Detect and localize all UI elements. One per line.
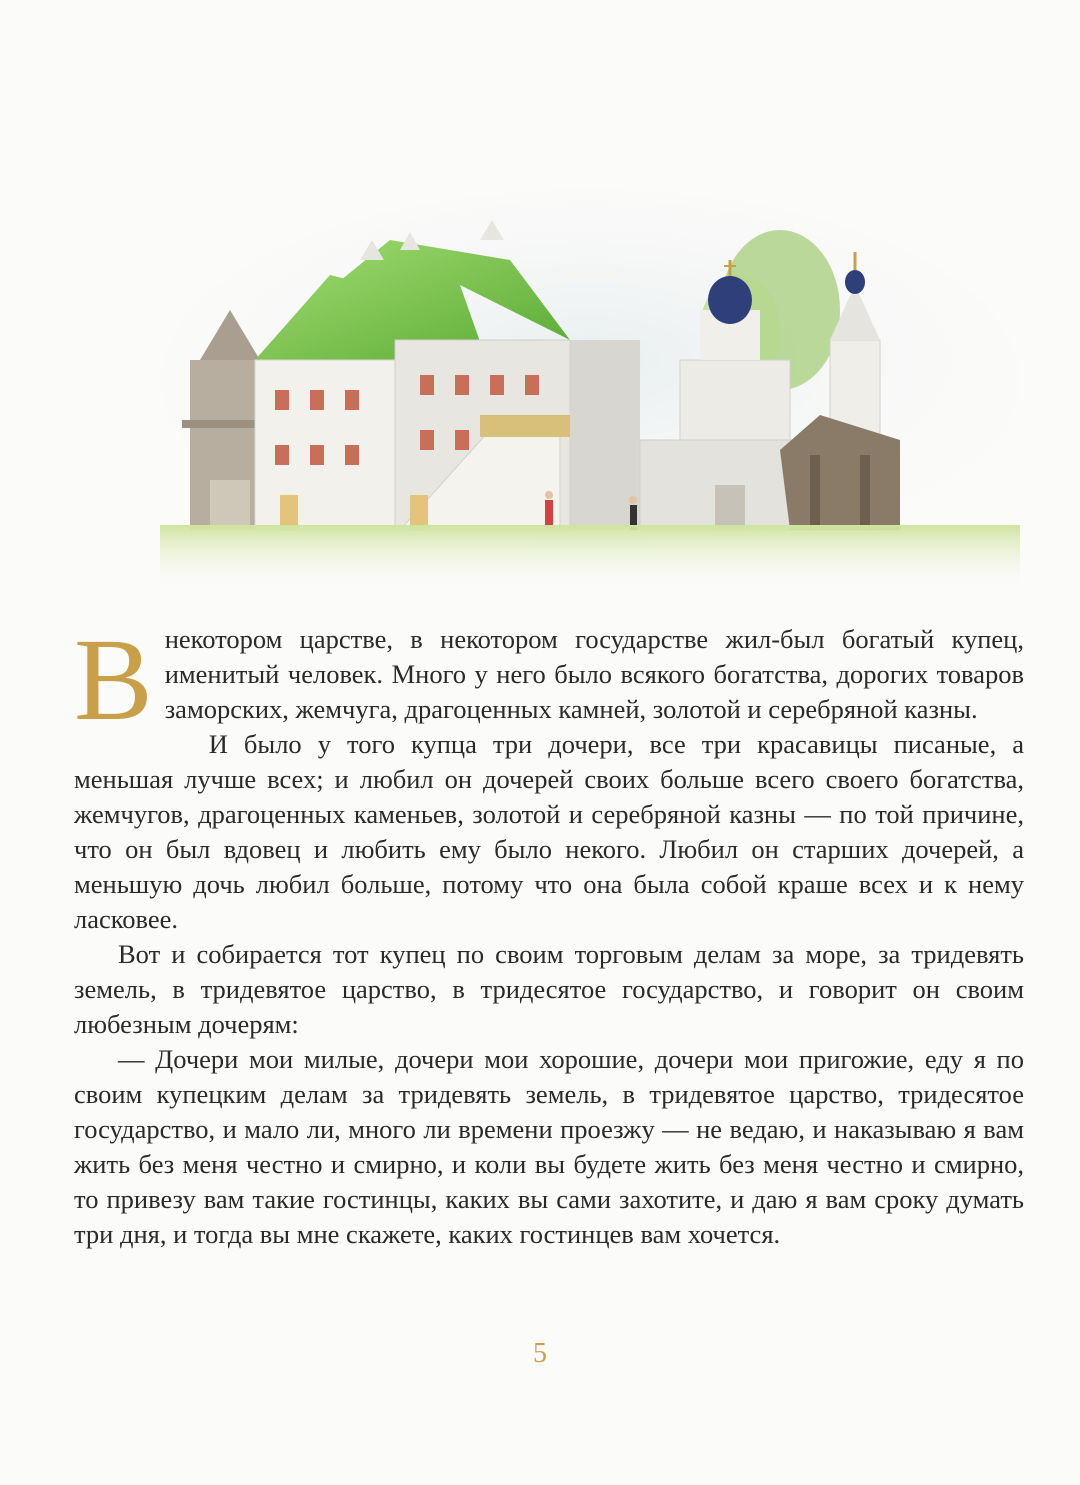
paragraph-4: — Дочери мои милые, дочери мои хорошие, дочери мои пригожие, еду я по своим купецким делам за тридевять земель, в тридевятое царство, тридесятое государство, и мало ли, много ли времени проезжу — не ведаю, и наказываю я вам жить без меня честно и смирно, и коли вы будете жить без меня честно и смирно, то привезу вам такие гостинцы, каких вы сами захотите, и даю я вам сроку думать три дня, и тогда вы мне скажете, каких гостинцев вам хочется. xyxy=(74,1044,1024,1249)
paragraph-1-text: некотором царстве, в некотором государстве жил-был богатый купец, именитый человек. Много у него было всякого богатства, дорогих товаров заморских, жемчуга, драгоценных камней, золотой и серебряной казны. xyxy=(164,624,1024,724)
paragraph-1 xyxy=(74,614,1024,745)
drop-cap: В xyxy=(74,614,153,745)
story-text xyxy=(74,614,1024,1252)
paragraph-3: Вот и собирается тот купец по своим торговым делам за море, за тридевять земель, в тридевятое царство, в тридесятое государство, и говорит он своим любезным дочерям: xyxy=(74,939,1024,1039)
watercolor-illustration xyxy=(160,190,1020,590)
page-number: 5 xyxy=(533,1338,547,1369)
merchant-house-illustration xyxy=(160,190,1020,590)
paragraph-2: И было у того купца три дочери, все три красавицы писаные, а меньшая лучше всех; и любил он дочерей своих больше всего своего богатства, жемчугов, драгоценных каменьев, золотой и серебряной казны — по той причине, что он был вдовец и любить ему было некого. Любил он старших дочерей, а меньшую дочь любил больше, потому что она была собой краше всех и к нему ласковее. xyxy=(74,729,1024,934)
